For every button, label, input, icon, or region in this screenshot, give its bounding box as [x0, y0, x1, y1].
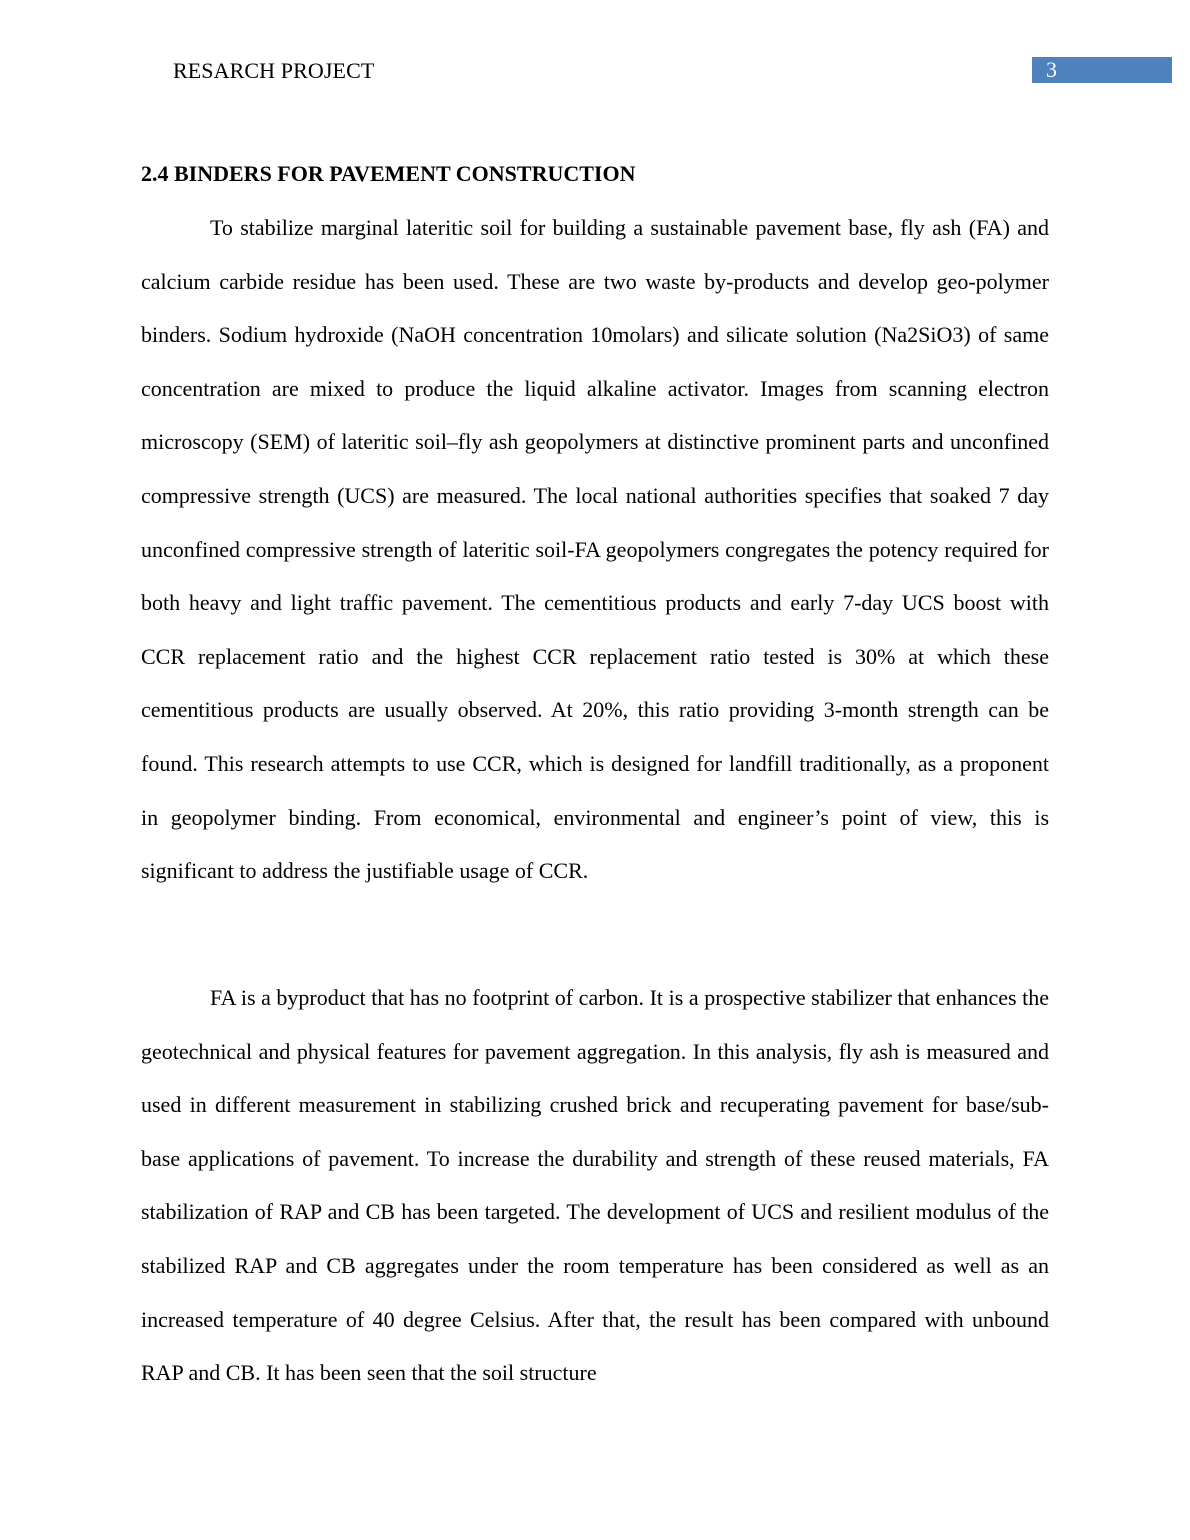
page-number-box: [1032, 57, 1172, 83]
body-paragraph-2: FA is a byproduct that has no footprint of carbon. It is a prospective stabilizer that enhances the geotechnical and physical features for pavement aggregation. In this analysis, fly ash is measured and used in different measurement in stabilizing crushed brick and recuperating pavement for base/sub-base applications of pavement. To increase the durability and strength of these reused materials, FA stabilization of RAP and CB has been targeted. The development of UCS and resilient modulus of the stabilized RAP and CB aggregates under the room temperature has been considered as well as an increased temperature of 40 degree Celsius. After that, the result has been compared with unbound RAP and CB. It has been seen that the soil structure: [141, 985, 1049, 1386]
body-paragraph-1: To stabilize marginal lateritic soil for building a sustainable pavement base, fly ash (FA) and calcium carbide residue has been used. These are two waste by-products and develop geo-polymer binders. Sodium hydroxide (NaOH concentration 10molars) and silicate solution (Na2SiO3) of same concentration are mixed to produce the liquid alkaline activator. Images from scanning electron microscopy (SEM) of lateritic soil–fly ash geopolymers at distinctive prominent parts and unconfined compressive strength (UCS) are measured. The local national authorities specifies that soaked 7 day unconfined compressive strength of lateritic soil-FA geopolymers congregates the potency required for both heavy and light traffic pavement. The cementitious products and early 7-day UCS boost with CCR replacement ratio and the highest CCR replacement ratio tested is 30% at which these cementitious products are usually observed. At 20%, this ratio providing 3-month strength can be found. This research attempts to use CCR, which is designed for landfill traditionally, as a proponent in geopolymer binding. From economical, environmental and engineer’s point of view, this is significant to address the justifiable usage of CCR.: [141, 215, 1049, 884]
page-number: 3: [1046, 57, 1057, 82]
section-heading: 2.4 BINDERS FOR PAVEMENT CONSTRUCTION: [141, 161, 636, 186]
running-head: RESARCH PROJECT: [173, 58, 375, 83]
